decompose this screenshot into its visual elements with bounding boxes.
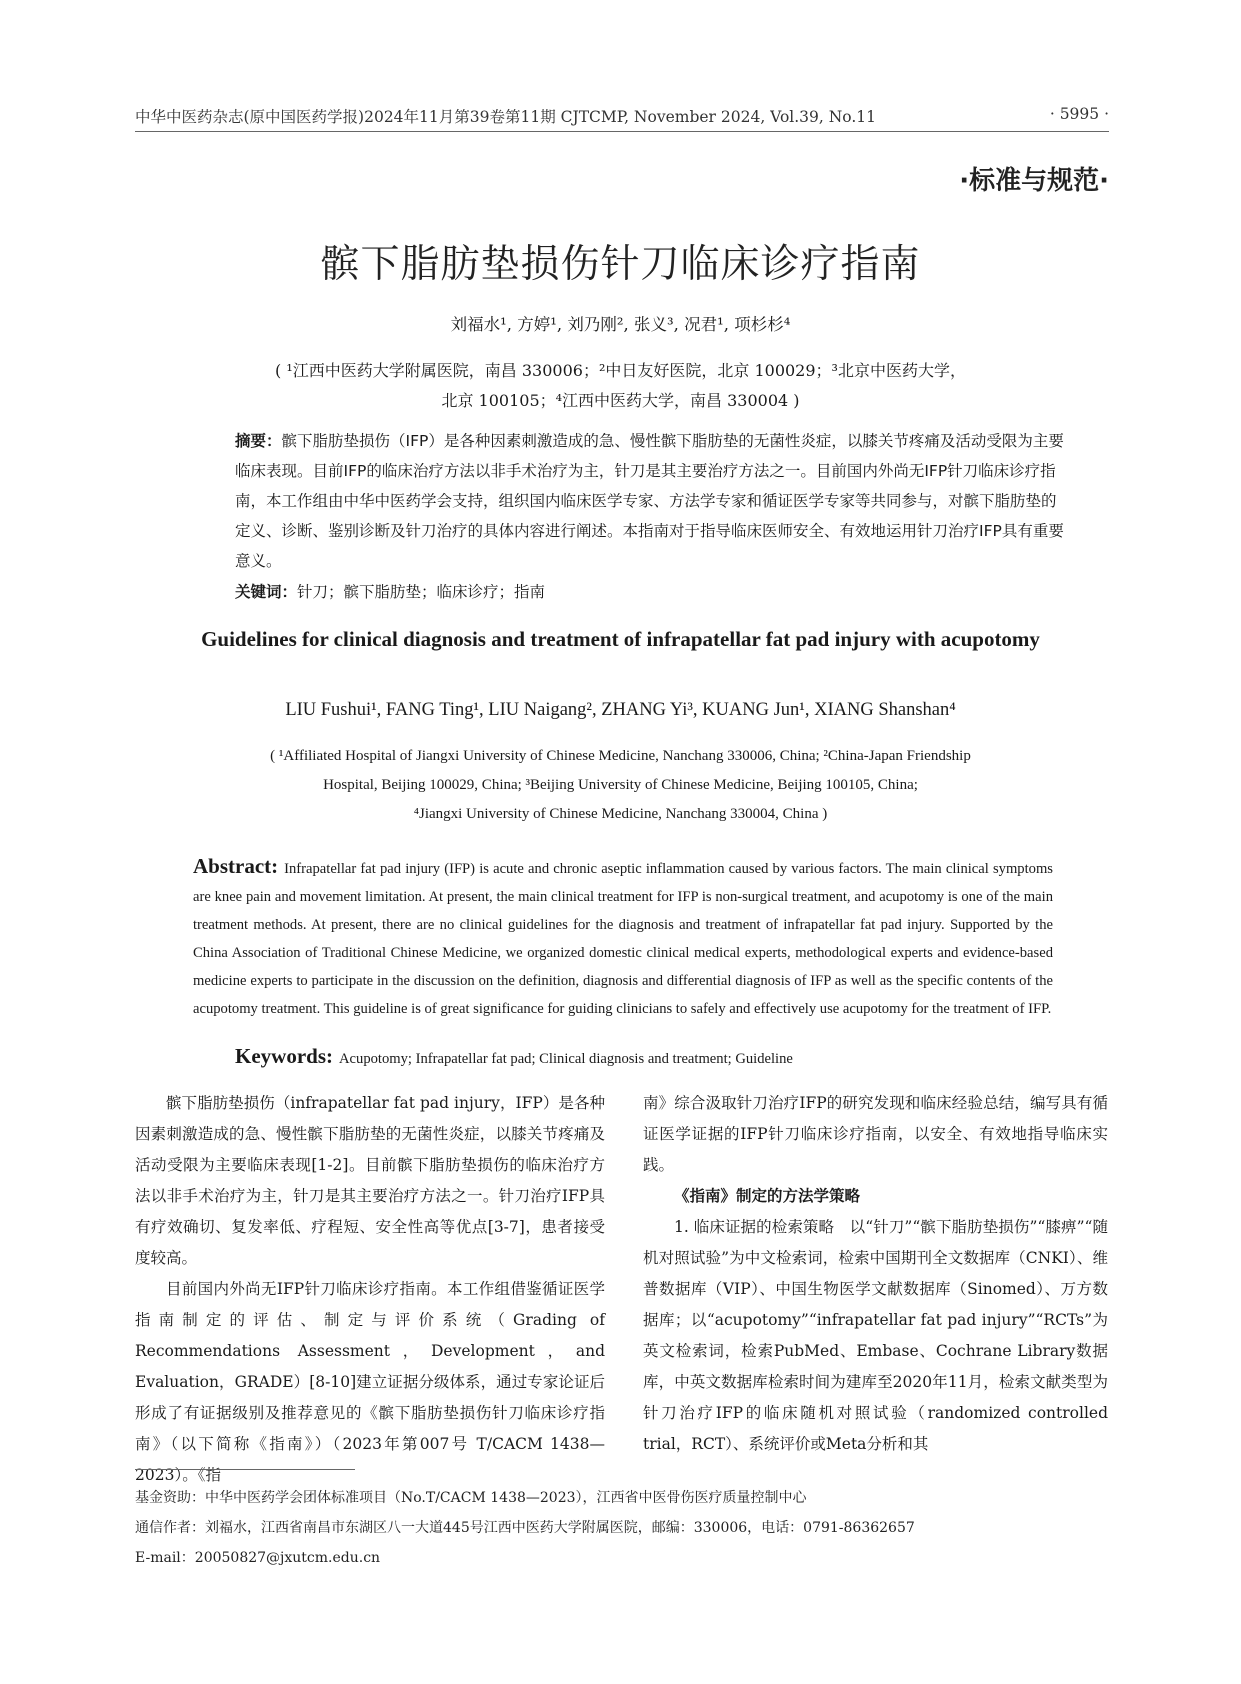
journal-citation: 中华中医药杂志(原中国医药学报)2024年11月第39卷第11期 CJTCMP, November 2024, Vol.39, No.11 (135, 108, 877, 126)
affiliation-line: Hospital, Beijing 100029, China; ³Beijing University of Chinese Medicine, Beijing 100105, China; (323, 777, 918, 793)
affiliation-line: 北京 100105；⁴江西中医药大学，南昌 330004 ) (441, 391, 800, 410)
column-label: ·标准与规范· (959, 166, 1109, 196)
funding-note: 基金资助：中华中医药学会团体标准项目（No.T/CACM 1438—2023），江西省中医骨伤医疗质量控制中心 (135, 1490, 807, 1506)
affiliations-english (0, 742, 1241, 829)
email-note: E-mail：20050827@jxutcm.edu.cn (135, 1550, 381, 1566)
abstract-chinese (235, 426, 1069, 576)
abstract-text: Infrapatellar fat pad injury (IFP) is acute and chronic aseptic inflammation caused by various factors. The main clinical symptoms are knee pain and movement limitation. At present, the main clinical treatment for IFP is non-surgical treatment, and acupotomy is one of the main treatment methods. At present, there are no clinical guidelines for the diagnosis and treatment of infrapatellar fat pad injury. Supported by the China Association of Traditional Chinese Medicine, we organized domestic clinical medical experts, methodological experts and evidence-based medicine experts to participate in the discussion on the definition, diagnosis and differential diagnosis of IFP as well as the specific contents of the acupotomy treatment. This guideline is of great significance for guiding clinicians to safely and effectively use acupotomy for the treatment of IFP. (193, 861, 1053, 1017)
body-left-column (135, 1088, 605, 1491)
abstract-english (193, 852, 1053, 1023)
footnote-divider (135, 1469, 355, 1470)
keywords-english (235, 1044, 1091, 1069)
body-paragraph: 目前国内外尚无IFP针刀临床诊疗指南。本工作组借鉴循证医学指南制定的评估、制定与评价系统（Grading of Recommendations Assessment，Development，and Evaluation，GRADE）[8-10]建立证据分级体系，通过专家论证后形成了有证据级别及推荐意见的《髌下脂肪垫损伤针刀临床诊疗指南》（以下简称《指南》）（2023年第007号 T/CACM 1438—2023）。《指 (135, 1280, 605, 1484)
body-paragraph: 1. 临床证据的检索策略 以“针刀”“髌下脂肪垫损伤”“膝痹”“随机对照试验”为中文检索词，检索中国期刊全文数据库（CNKI）、维普数据库（VIP）、中国生物医学文献数据库（Sinomed）、万方数据库；以“acupotomy”“infrapatellar fat pad injury”“RCTs”为英文检索词，检索PubMed、Embase、Cochrane Library数据库，中英文数据库检索时间为建库至2020年11月，检索文献类型为针刀治疗IFP的临床随机对照试验（randomized controlled trial，RCT）、系统评价或Meta分析和其 (643, 1218, 1108, 1453)
body-paragraph: 髌下脂肪垫损伤（infrapatellar fat pad injury，IFP）是各种因素刺激造成的急、慢性髌下脂肪垫的无菌性炎症，以膝关节疼痛及活动受限为主要临床表现[1-2]。目前髌下脂肪垫损伤的临床治疗方法以非手术治疗为主，针刀是其主要治疗方法之一。针刀治疗IFP具有疗效确切、复发率低、疗程短、安全性高等优点[3-7]，患者接受度较高。 (135, 1094, 605, 1267)
affiliations-chinese (0, 356, 1241, 416)
title-english: Guidelines for clinical diagnosis and treatment of infrapatellar fat pad injury with acupotomy (201, 627, 1040, 651)
body-paragraph: 南》综合汲取针刀治疗IFP的研究发现和临床经验总结，编写具有循证医学证据的IFP针刀临床诊疗指南，以安全、有效地指导临床实践。 (643, 1094, 1108, 1174)
affiliation-line: ( ¹江西中医药大学附属医院，南昌 330006；²中日友好医院，北京 100029；³北京中医药大学， (275, 361, 966, 380)
authors-english: LIU Fushui¹, FANG Ting¹, LIU Naigang², ZHANG Yi³, KUANG Jun¹, XIANG Shanshan⁴ (285, 700, 956, 720)
title-chinese: 髌下脂肪垫损伤针刀临床诊疗指南 (320, 242, 921, 287)
abstract-label: Abstract: (193, 854, 279, 878)
abstract-label: 摘要： (235, 432, 282, 450)
authors-chinese: 刘福水¹, 方婷¹, 刘乃刚², 张义³, 况君¹, 项杉杉⁴ (450, 315, 791, 334)
body-right-column (643, 1088, 1108, 1460)
affiliation-line: ⁴Jiangxi University of Chinese Medicine, Nanchang 330004, China ) (413, 806, 828, 822)
correspondence-note: 通信作者：刘福水，江西省南昌市东湖区八一大道445号江西中医药大学附属医院，邮编：330006，电话：0791-86362657 (135, 1520, 915, 1536)
running-header (135, 105, 1109, 132)
abstract-text: 髌下脂肪垫损伤（IFP）是各种因素刺激造成的急、慢性髌下脂肪垫的无菌性炎症，以膝关节疼痛及活动受限为主要临床表现。目前IFP的临床治疗方法以非手术治疗为主，针刀是其主要治疗方法之一。目前国内外尚无IFP针刀临床诊疗指南，本工作组由中华中医药学会支持，组织国内临床医学专家、方法学专家和循证医学专家等共同参与，对髌下脂肪垫的定义、诊断、鉴别诊断及针刀治疗的具体内容进行阐述。本指南对于指导临床医师安全、有效地运用针刀治疗IFP具有重要意义。 (235, 432, 1064, 570)
keywords-text: Acupotomy; Infrapatellar fat pad; Clinical diagnosis and treatment; Guideline (339, 1051, 793, 1067)
keywords-label: 关键词： (235, 583, 298, 601)
section-heading: 《指南》制定的方法学策略 (674, 1187, 861, 1205)
keywords-text: 针刀；髌下脂肪垫；临床诊疗；指南 (297, 583, 546, 601)
page-number: · 5995 · (1049, 105, 1109, 123)
keywords-chinese (235, 580, 1069, 602)
keywords-label: Keywords: (235, 1044, 333, 1068)
footnotes (135, 1483, 1121, 1573)
affiliation-line: ( ¹Affiliated Hospital of Jiangxi University of Chinese Medicine, Nanchang 330006, China; ²China-Japan Friendship (270, 748, 971, 764)
